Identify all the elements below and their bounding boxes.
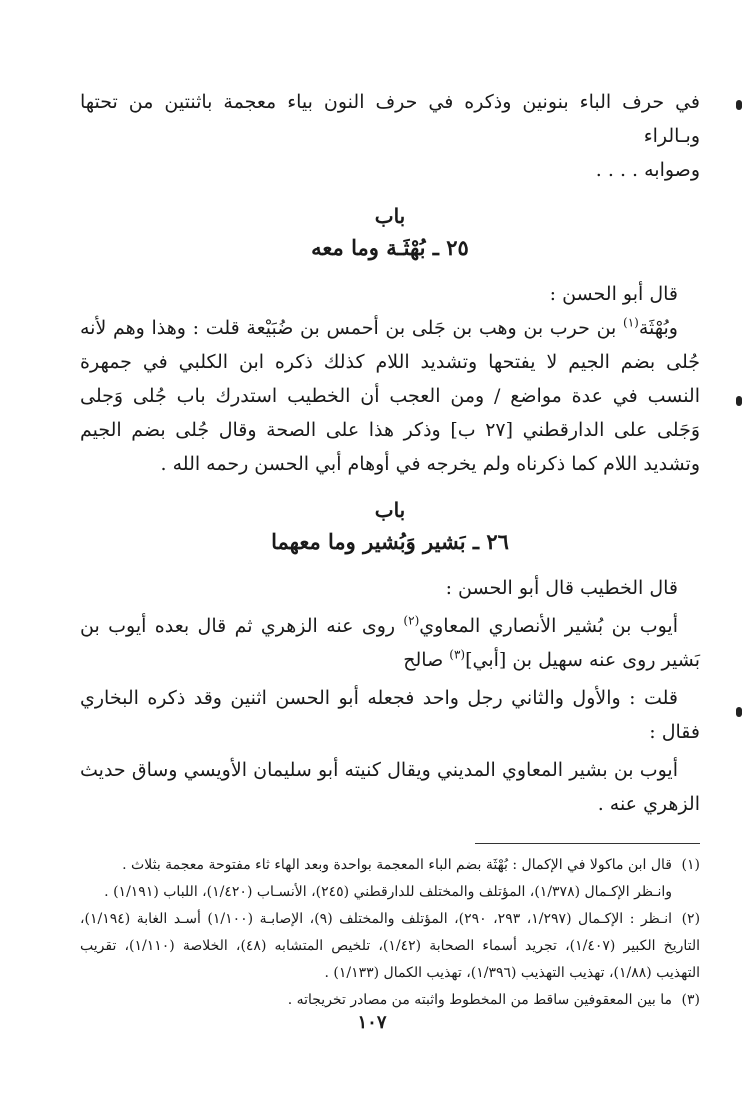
manuscript-folio-ref: [٢٧ ب] [450, 419, 514, 441]
footnote-1 [80, 852, 700, 879]
section-25-text-a: بن حرب بن وهب بن جَلى بن أحمس بن ضُبَيْعة قلت : وهذا وهم لأنه جُلى بضم الجيم لا يفتحها وتشديد اللام كذلك ذكره ابن الكلبي في جمهرة النسب في عدة مواضع / ومن العجب أن الخطيب استدرك باب جُلى وَجلى وَجَلى على الدارقطني [80, 317, 700, 441]
intro-line-2: وصوابه . . . . [595, 159, 700, 181]
section-26-lead: قال الخطيب قال أبو الحسن : [445, 577, 678, 599]
page-number: ١٠٧ [357, 1012, 387, 1033]
footnote-2-number: (٢) [681, 911, 701, 927]
intro-line-1: في حرف الباء بنونين وذكره في حرف النون بياء معجمة باثنتين من تحتها وبـالراء [80, 91, 700, 147]
section-25-title: ٢٥ ـ بُهْثَـة وما معه [311, 235, 469, 260]
footnote-1-number: (١) [681, 857, 700, 873]
section-26-bab-heading: باب [374, 498, 406, 522]
section-26-title: ٢٦ ـ بَشير وَبُشير وما معهما [271, 529, 509, 554]
section-25-headword: وبُهْثَة [638, 317, 678, 339]
section-25-lead: قال أبو الحسن : [549, 283, 678, 305]
footnote-ref-1[interactable]: (١) [623, 315, 639, 330]
footnote-1-continued: وانـظر الإكـمال (١/٣٧٨)، المؤتلف والمختلف للدارقطني (٢٤٥)، الأنسـاب (١/٤٢٠)، اللباب (١/١٩١) . [104, 884, 672, 900]
footnote-ref-2[interactable]: (٢) [403, 613, 420, 628]
section-26-paragraph-1 [80, 609, 700, 677]
section-25-text-b: وذكر هذا على الصحة وقال جُلى بضم الجيم وتشديد اللام كما ذكرناه ولم يخرجه في أوهام أبي الحسن رحمه الله . [80, 419, 700, 475]
footnote-2-text: انـظر : الإكـمال (١/٢٩٧، ٢٩٣، ٢٩٠)، المؤتلف والمختلف (٩)، الإصابـة (١/١٠٠) أسـد الغابة (١/١٩٤)، التاريخ الكبير (١/٤٠٧)، تجريد أسماء الصحابة (١/٤٢)، تلخيص المتشابه (٤٨)، الخلاصة (١/١١٠)، تقريب التهذيب (١/٨٨)، تهذيب التهذيب (١/٣٩٦)، تهذيب الكمال (١/١٣٣) . [80, 911, 700, 981]
section-26-paragraph-3: أيوب بن بشير المعاوي المديني ويقال كنيته أبو سليمان الأويسي وساق حديث الزهري عنه . [80, 759, 700, 815]
section-26-paragraph-2: قلت : والأول والثاني رجل واحد فجعله أبو الحسن اثنين وقد ذكره البخاري فقال : [80, 687, 700, 743]
footnote-separator [475, 843, 700, 844]
footnote-ref-3[interactable]: (٣) [449, 647, 466, 662]
footnote-3-number: (٣) [681, 992, 700, 1008]
section-25-bab-heading: باب [374, 204, 406, 228]
section-26-text-c: صالح [403, 649, 450, 671]
margin-mark-top [736, 100, 742, 110]
footnote-3 [80, 987, 700, 1014]
footnotes [80, 843, 700, 1014]
margin-mark-bottom [736, 707, 742, 717]
footnote-2 [80, 906, 700, 987]
footnote-1-text-a: قال ابن ماكولا في الإكمال : بُهْثَة بضم الباء المعجمة بواحدة وبعد الهاء ثاء مفتوحة معجمة بثلاث . [122, 857, 672, 873]
section-26-text-b: روى عنه الزهري ثم قال بعده أيوب بن بَشير روى عنه سهيل بن [أبي] [80, 615, 700, 671]
margin-mark-middle [736, 396, 742, 406]
intro-paragraph [80, 85, 700, 187]
page-body [80, 85, 700, 1014]
section-26-text-a: أيوب بن بُشير الأنصاري المعاوي [419, 615, 678, 637]
section-25-paragraph [80, 311, 700, 481]
footnote-3-text: ما بين المعقوفين ساقط من المخطوط واثبته من مصادر تخريجاته . [287, 992, 672, 1008]
